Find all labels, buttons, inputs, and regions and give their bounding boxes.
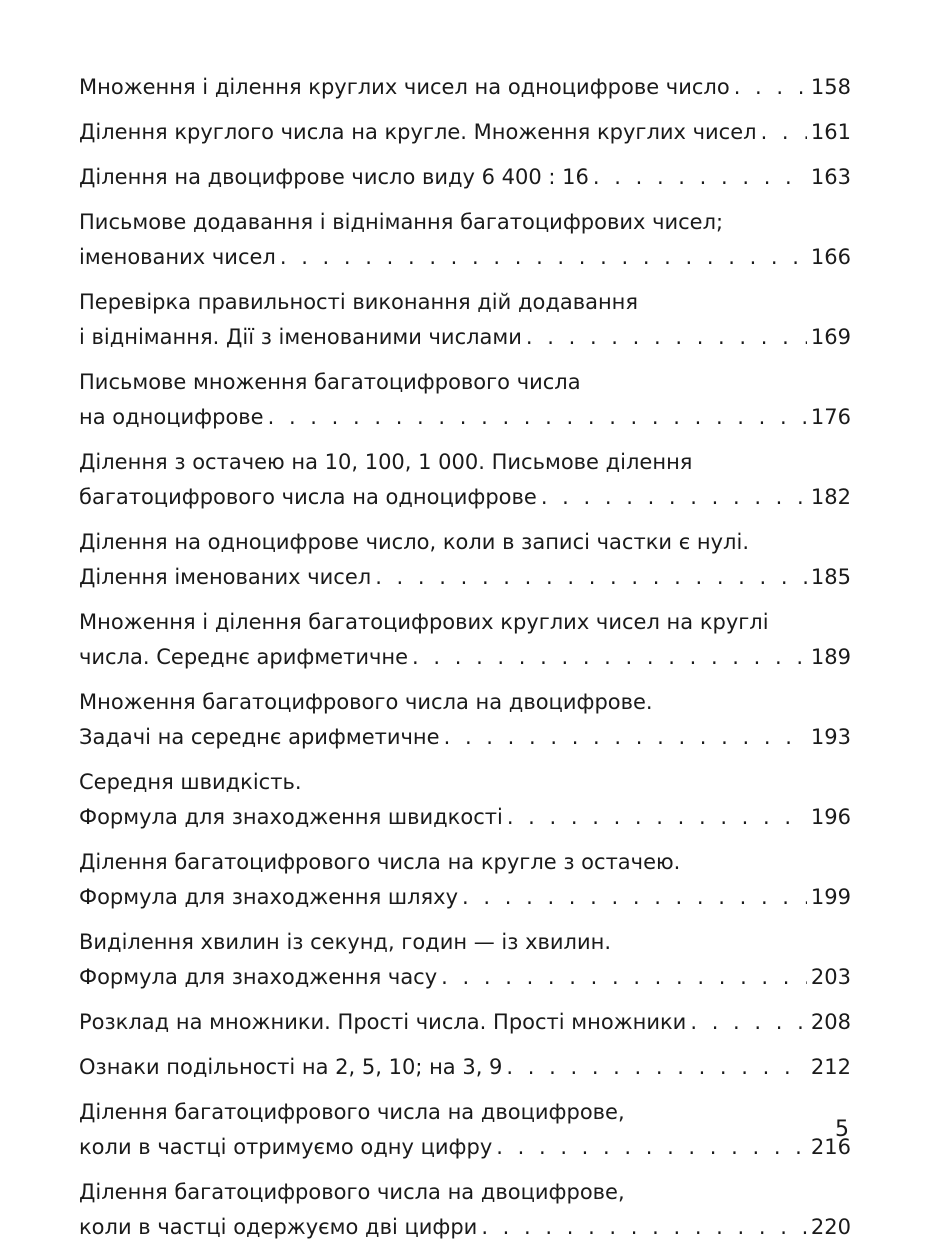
dot-leader — [496, 1130, 807, 1165]
toc-entry-last-line — [79, 1050, 851, 1085]
toc-entry-last-line — [79, 400, 851, 435]
toc-entry-page: 196 — [810, 805, 851, 829]
toc-entry — [79, 70, 851, 105]
dot-leader — [268, 400, 807, 435]
toc-entry-last-line — [79, 720, 851, 755]
toc-entry-last-line — [79, 1210, 851, 1245]
dot-leader — [412, 640, 807, 675]
toc-entry-title: на одноцифрове — [79, 405, 264, 429]
dot-leader — [541, 480, 807, 515]
toc-entry-title-line: Ділення з остачею на 10, 100, 1 000. Письмове ділення — [79, 450, 693, 474]
toc-entry-last-line — [79, 70, 851, 105]
toc-entry — [79, 1050, 851, 1085]
toc-entry-page: 220 — [810, 1215, 851, 1239]
toc-entry-last-line — [79, 800, 851, 835]
toc-entry — [79, 445, 851, 515]
toc-entry-page: 203 — [810, 965, 851, 989]
dot-leader — [690, 1005, 807, 1040]
toc-entry-page: 176 — [810, 405, 851, 429]
toc-entry-last-line — [79, 1005, 851, 1040]
toc-entry-page: 158 — [810, 75, 851, 99]
dot-leader — [526, 320, 807, 355]
toc-entry-title-line: Множення багатоцифрового числа на двоцифрове. — [79, 690, 653, 714]
toc-entry — [79, 365, 851, 435]
toc-entry-page: 182 — [810, 485, 851, 509]
toc-entry-title-line: Письмове додавання і віднімання багатоцифрових чисел; — [79, 210, 724, 234]
toc-entry-title-line: Ділення багатоцифрового числа на круглe з остачею. — [79, 850, 681, 874]
toc-entry-page: 208 — [810, 1010, 851, 1034]
toc-entry-title: Ознаки подільності на 2, 5, 10; на 3, 9 — [79, 1055, 503, 1079]
toc-entry — [79, 1005, 851, 1040]
toc-entry — [79, 685, 851, 755]
toc-entry-title-line: Ділення на одноцифрове число, коли в записі частки є нулі. — [79, 530, 749, 554]
dot-leader — [761, 115, 807, 150]
toc-entry-title: коли в частці отримуємо одну цифру — [79, 1135, 493, 1159]
toc-entry-title: багатоцифрового числа на одноцифрове — [79, 485, 537, 509]
toc-entry-page: 216 — [810, 1135, 851, 1159]
toc-entry-last-line — [79, 880, 851, 915]
toc-entry-title-line: Множення і ділення багатоцифрових круглих чисел на круглі — [79, 610, 769, 634]
dot-leader — [593, 160, 807, 195]
toc-entry-page: 163 — [810, 165, 851, 189]
toc-entry-title: коли в частці одержуємо дві цифри — [79, 1215, 478, 1239]
toc-entry-title: числа. Середнє арифметичне — [79, 645, 409, 669]
toc-entry — [79, 1095, 851, 1165]
toc-entry — [79, 525, 851, 595]
dot-leader — [481, 1210, 807, 1245]
toc-entry — [79, 205, 851, 275]
toc-entry-last-line — [79, 240, 851, 275]
dot-leader — [507, 800, 807, 835]
toc-entry-page: 189 — [810, 645, 851, 669]
table-of-contents — [79, 70, 851, 1255]
toc-entry-page: 193 — [810, 725, 851, 749]
toc-entry-title-line: Перевірка правильності виконання дій додавання — [79, 290, 639, 314]
toc-entry-title: Ділення іменованих чисел — [79, 565, 372, 589]
toc-entry — [79, 845, 851, 915]
toc-entry — [79, 605, 851, 675]
toc-entry-page: 161 — [810, 120, 851, 144]
dot-leader — [462, 880, 807, 915]
toc-entry-page: 199 — [810, 885, 851, 909]
toc-entry-title-line: Ділення багатоцифрового числа на двоцифрове, — [79, 1100, 625, 1124]
toc-entry — [79, 925, 851, 995]
toc-entry-last-line — [79, 160, 851, 195]
toc-entry-title-line: Виділення хвилин із секунд, годин — із хвилин. — [79, 930, 612, 954]
dot-leader — [375, 560, 807, 595]
toc-entry-last-line — [79, 320, 851, 355]
toc-entry-title-line: Письмове множення багатоцифрового числа — [79, 370, 581, 394]
toc-entry-title: Ділення на двоцифрове число виду 6 400 : 16 — [79, 165, 589, 189]
toc-entry-title: іменованих чисел — [79, 245, 276, 269]
toc-entry-last-line — [79, 115, 851, 150]
toc-entry-page: 169 — [810, 325, 851, 349]
toc-entry-last-line — [79, 1130, 851, 1165]
toc-entry-title: Формула для знаходження швидкості — [79, 805, 503, 829]
toc-entry-title-line: Ділення багатоцифрового числа на двоцифрове, — [79, 1180, 625, 1204]
toc-entry-title: Задачі на середнє арифметичне — [79, 725, 440, 749]
toc-entry-last-line — [79, 560, 851, 595]
toc-entry — [79, 115, 851, 150]
toc-entry-page: 166 — [810, 245, 851, 269]
toc-entry-title: Розклад на множники. Прості числа. Прості множники — [79, 1010, 687, 1034]
toc-entry-title: Формула для знаходження шляху — [79, 885, 459, 909]
toc-entry-title: Формула для знаходження часу — [79, 965, 438, 989]
toc-entry-title: і віднімання. Дії з іменованими числами — [79, 325, 522, 349]
page-number: 5 — [835, 1117, 849, 1142]
dot-leader — [506, 1050, 806, 1085]
toc-entry-last-line — [79, 640, 851, 675]
dot-leader — [441, 960, 807, 995]
toc-entry — [79, 1175, 851, 1245]
toc-entry-title: Ділення круглого числа на круглe. Множення круглих чисел — [79, 120, 757, 144]
toc-entry-last-line — [79, 960, 851, 995]
toc-entry-page: 212 — [810, 1055, 851, 1079]
dot-leader — [444, 720, 807, 755]
toc-entry-title: Множення і ділення круглих чисел на одноцифрове число — [79, 75, 730, 99]
toc-entry — [79, 285, 851, 355]
dot-leader — [734, 70, 807, 105]
toc-entry-last-line — [79, 480, 851, 515]
toc-entry — [79, 160, 851, 195]
toc-entry-page: 185 — [810, 565, 851, 589]
toc-entry-title-line: Середня швидкість. — [79, 770, 302, 794]
dot-leader — [280, 240, 807, 275]
toc-entry — [79, 765, 851, 835]
